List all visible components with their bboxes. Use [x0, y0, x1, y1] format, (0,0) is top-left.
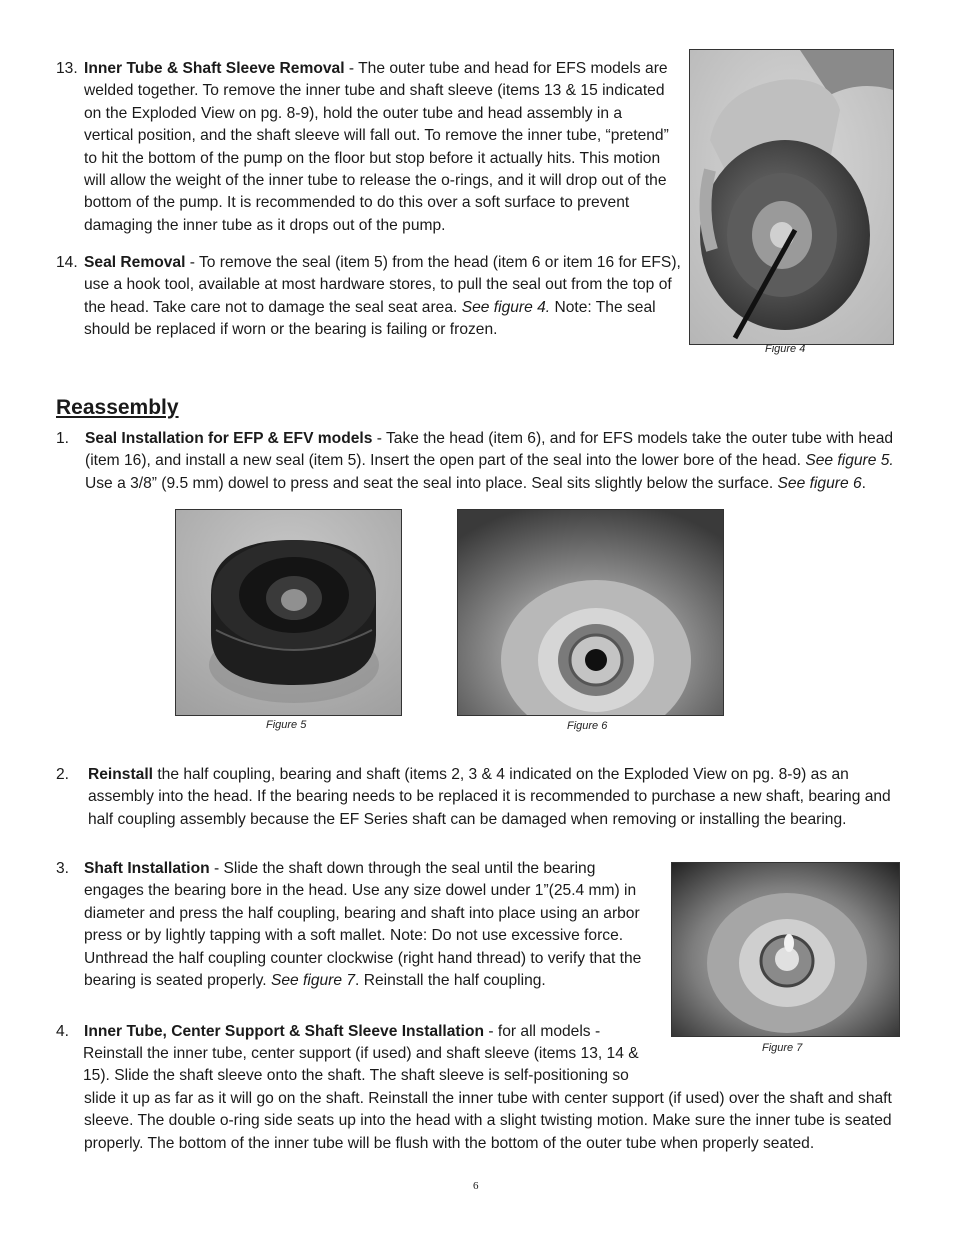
page-number: 6: [473, 1180, 479, 1192]
reassembly-step-1-text-3: .: [861, 474, 866, 492]
step-13-text: - The outer tube and head for EFS models are welded together. To remove the inner tube and shaft sleeve (items 13 & 15 indicated on the Exploded View on pg. 8-9), hold the outer tube and head assembly in a vertical position, and the shaft sleeve will fall out. To remove the inner tube, “pretend” to hit the bottom of the pump on the floor but stop before it actually hits. This motion will allow the weight of the inner tube to release the o-rings, and it will drop out of the bottom of the pump. It is recommended to do this over a soft surface to prevent damaging the inner tube as it drops out of the pump.: [84, 60, 669, 234]
reassembly-step-2-number: 2.: [56, 766, 70, 783]
step-13-title: Inner Tube & Shaft Sleeve Removal: [84, 60, 345, 77]
reassembly-step-3-text-2: . Reinstall the half coupling.: [355, 972, 546, 990]
figure-4-caption: Figure 4: [765, 343, 806, 355]
reassembly-step-4-title: Inner Tube, Center Support & Shaft Sleeve Installation: [84, 1023, 485, 1040]
step-14-figure-ref: See figure 4.: [461, 298, 551, 316]
reassembly-step-2-paragraph: [88, 764, 900, 831]
step-13-paragraph: [84, 58, 674, 237]
step-14-number: 14.: [56, 254, 78, 271]
reassembly-step-4-number: 4.: [56, 1023, 70, 1040]
figure-6-caption: Figure 6: [567, 720, 608, 732]
step-13-number: 13.: [56, 60, 78, 77]
reassembly-step-1-number: 1.: [56, 430, 70, 447]
figure-7-caption: Figure 7: [762, 1042, 803, 1054]
reassembly-step-4-text-2: Reinstall the inner tube, center support (if used) and shaft sleeve (items 13, 14 & 15). Slide the shaft sleeve onto the shaft. The shaft sleeve is self-positioning so: [83, 1045, 639, 1085]
reassembly-step-2-text: the half coupling, bearing and shaft (items 2, 3 & 4 indicated on the Exploded View on pg. 8-9) as an assembly into the head. If the bearing needs to be replaced it is recommended to purchase a new shaft, bearing and half coupling assembly because the EF Series shaft can be damaged when removing or installing the bearing.: [88, 766, 891, 828]
reassembly-step-1-title: Seal Installation for EFP & EFV models: [85, 430, 373, 447]
figure-7-photo: [671, 862, 900, 1037]
reassembly-step-1-ref-2: See figure 6: [777, 474, 862, 492]
reassembly-step-1-text-2: Use a 3/8” (9.5 mm) dowel to press and seat the seal into place. Seal sits slightly below the surface.: [85, 474, 778, 492]
reassembly-step-1-text-1: - Take the head (item 6), and for EFS models take the outer tube with head (item 16), and install a new seal (item 5). Insert the open part of the seal into the lower bore of the head.: [85, 430, 894, 470]
reassembly-step-3-text-1: - Slide the shaft down through the seal until the bearing engages the bearing bore in the head. Use any size dowel under 1”(25.4 mm) in diameter and press the half coupling, bearing and shaft into place using an arbor press or by lightly tapping with a soft mallet. Note: Do not use excessive force. Unthread the half coupling counter clockwise (right hand thread) to verify that the bearing is seated properly.: [84, 860, 642, 990]
reassembly-step-1-ref-1: See figure 5.: [805, 452, 894, 470]
reassembly-step-3-number: 3.: [56, 860, 70, 877]
reassembly-step-4-text-1: - for all models -: [484, 1023, 601, 1040]
figure-5-caption: Figure 5: [266, 719, 307, 731]
reassembly-step-3-title: Shaft Installation: [84, 860, 210, 877]
figure-4-photo: [689, 49, 894, 345]
reassembly-step-4-lead: [84, 1021, 656, 1043]
step-14-text-2: Note: The seal should be replaced if worn or the bearing is failing or frozen.: [84, 298, 656, 339]
step-14-text-1: - To remove the seal (item 5) from the head (item 6 or item 16 for EFS), use a hook tool, available at most hardware stores, to pull the seal out from the top of the head. Take care not to damage the seal seat area.: [84, 254, 681, 316]
reassembly-step-4-text-3: slide it up as far as it will go on the shaft. Reinstall the inner tube with center support (if used) over the shaft and shaft sleeve. The double o-ring side seats up into the head with a slight twisting motion. Make sure the inner tube is seated properly. The bottom of the inner tube will be flush with the bottom of the outer tube when properly seated.: [84, 1090, 892, 1152]
step-14-paragraph: [84, 252, 682, 342]
reassembly-step-1-paragraph: [85, 428, 900, 495]
reassembly-step-2-title: Reinstall: [88, 766, 153, 783]
reassembly-step-3-ref: See figure 7: [270, 972, 356, 990]
reassembly-step-3-paragraph: [84, 858, 656, 992]
reassembly-heading: Reassembly: [56, 396, 179, 419]
step-14-title: Seal Removal: [84, 254, 186, 271]
figure-5-photo: [175, 509, 402, 716]
figure-6-photo: [457, 509, 724, 716]
